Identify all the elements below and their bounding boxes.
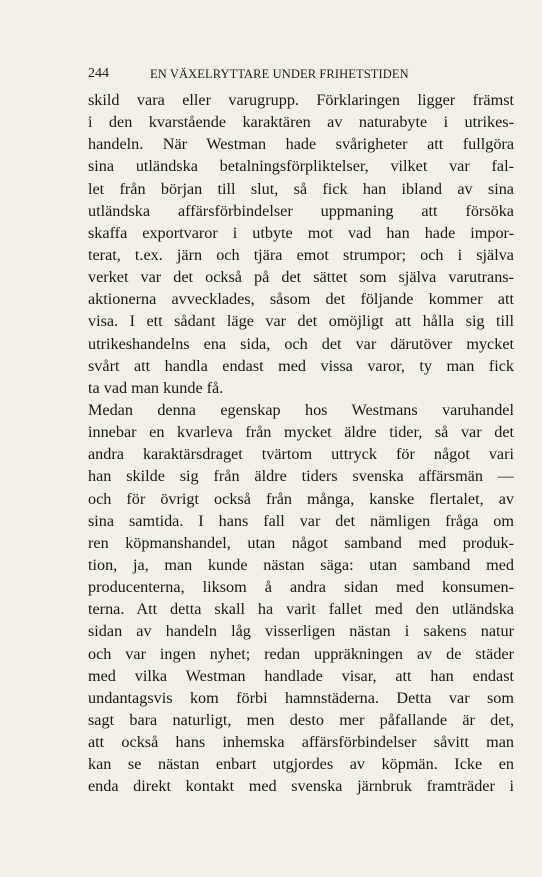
text-line: utrikeshandelns ena sida, och det var därutöver mycket bbox=[88, 334, 514, 353]
text-line: terna. Att detta skall ha varit fallet med den utländska bbox=[88, 600, 514, 619]
running-header bbox=[88, 66, 458, 82]
text-line: andra karaktärsdraget tvärtom uttryck för något vari bbox=[88, 445, 514, 464]
text-line: ren köpmanshandel, utan något samband med produk- bbox=[88, 533, 514, 552]
text-line: innebar en kvarleva från mycket äldre tider, så var det bbox=[88, 423, 514, 442]
text-line: sagt bara naturligt, men desto mer påfallande är det, bbox=[88, 710, 514, 729]
text-line: skild vara eller varugrupp. Förklaringen ligger främst bbox=[88, 91, 514, 109]
text-line: skaffa exportvaror i utbyte mot vad han hade impor- bbox=[88, 223, 514, 242]
text-line: terat, t.ex. järn och tjära emot strumpor; och i själva bbox=[88, 245, 514, 264]
text-line: let från början till slut, så fick han ibland av sina bbox=[88, 179, 514, 198]
text-line: och för övrigt också från många, kanske flertalet, av bbox=[88, 489, 514, 508]
text-line: med vilka Westman handlade visar, att han endast bbox=[88, 666, 514, 685]
text-line: sina samtida. I hans fall var det nämligen fråga om bbox=[88, 511, 514, 530]
text-line: Medan denna egenskap hos Westmans varuhandel bbox=[88, 400, 514, 419]
text-line: och var ingen nyhet; redan uppräkningen av de städer bbox=[88, 644, 514, 663]
text-line: ta vad man kunde få. bbox=[88, 378, 224, 397]
body-text bbox=[88, 89, 514, 798]
text-line: han skilde sig från äldre tiders svenska affärsmän — bbox=[88, 467, 514, 486]
text-line: kan se nästan enbart utgjordes av köpmän. Icke en bbox=[88, 755, 514, 774]
text-line: verket var det också på det sättet som själva varutrans- bbox=[88, 268, 514, 287]
text-line: tion, ja, man kunde nästan säga: utan samband med bbox=[88, 555, 514, 574]
text-line: aktionerna avvecklades, såsom det följande kommer att bbox=[88, 290, 514, 309]
text-line: i den kvarstående karaktären av naturabyte i utrikes- bbox=[88, 113, 514, 132]
text-line: sidan av handeln låg visserligen nästan i sakens natur bbox=[88, 622, 514, 641]
text-line: producenterna, liksom å andra sidan med konsumen- bbox=[88, 578, 514, 597]
text-line: att också hans inhemska affärsförbindelser såvitt man bbox=[88, 733, 514, 752]
text-line: sina utländska betalningsförpliktelser, vilket var fal- bbox=[88, 157, 514, 176]
page-number: 244 bbox=[88, 66, 109, 81]
text-line: svårt att handla endast med vissa varor, ty man fick bbox=[88, 356, 514, 375]
text-line: utländska affärsförbindelser uppmaning att försöka bbox=[88, 201, 514, 220]
text-line: visa. I ett sådant läge var det omöjligt att hålla sig till bbox=[88, 312, 514, 331]
text-line: enda direkt kontakt med svenska järnbruk framträder i bbox=[88, 777, 514, 796]
text-line: undantagsvis kom förbi hamnstäderna. Detta var som bbox=[88, 688, 514, 707]
text-line: handeln. När Westman hade svårigheter att fullgöra bbox=[88, 135, 514, 154]
running-title: EN VÄXELRYTTARE UNDER FRIHETSTIDEN bbox=[150, 67, 409, 81]
